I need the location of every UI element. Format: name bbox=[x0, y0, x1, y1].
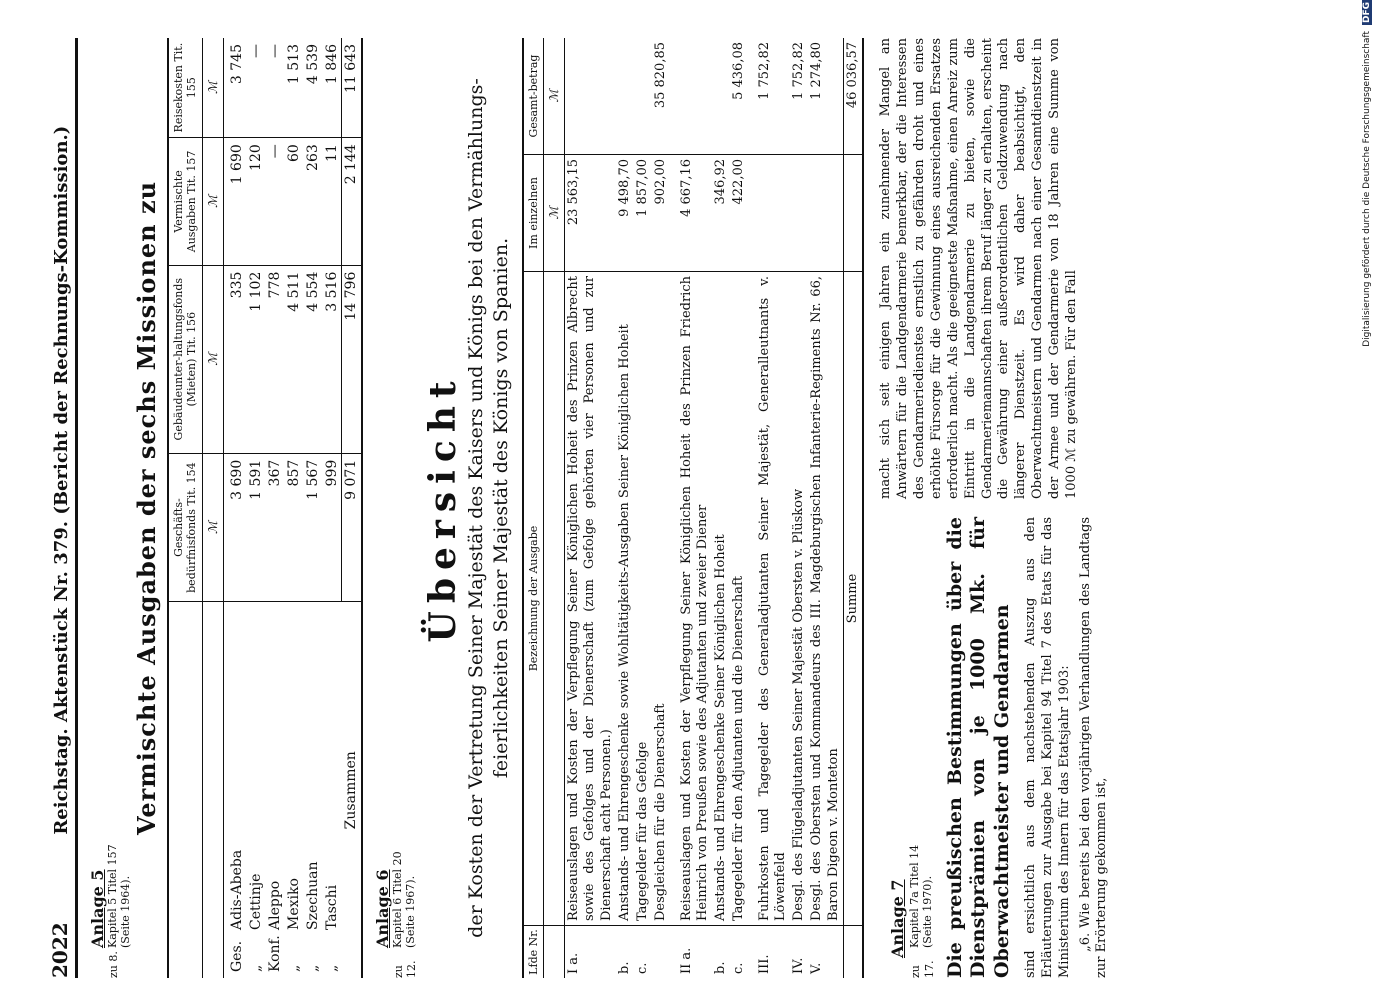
table-row bbox=[730, 38, 748, 978]
row-desc: Reiseauslagen und Kosten der Verpflegung Seiner Königlichen Hoheit des Prinzen Albrecht sowie des Gefolges und der Dienerschaft (zum Gefolge gehörten vier Personen und zur Dienerschaft acht Personen.) bbox=[565, 272, 616, 926]
anlage7-reference bbox=[909, 517, 938, 978]
anlage5-heading: Vermischte Ausgaben der sechs Missionen zu bbox=[132, 180, 162, 836]
anlage5-reference bbox=[107, 38, 132, 978]
anlage5-label: Anlage 5 bbox=[88, 869, 107, 948]
row-single: 23 563,15 bbox=[565, 155, 616, 272]
mission-type: „ bbox=[304, 964, 321, 972]
cell-value: 3 516 bbox=[323, 265, 342, 453]
col-header-tit157: Vermischte Ausgaben Tit. 157 bbox=[168, 138, 202, 265]
credit-text: Digitalisierung gefördert durch die Deutsche Forschungsgemeinschaft bbox=[1362, 31, 1372, 347]
mission-place: Mexiko bbox=[285, 878, 302, 930]
anlage7-left-column bbox=[878, 517, 1115, 978]
row-total: 35 820,85 bbox=[652, 38, 670, 155]
total-value: 2 144 bbox=[342, 138, 362, 265]
row-desc: Desgl. des Flügeladjutanten Seiner Majestät Obersten v. Plüskow bbox=[790, 272, 808, 926]
anlage7-section bbox=[878, 38, 1115, 978]
row-single: 902,00 bbox=[652, 155, 670, 272]
table-row bbox=[285, 38, 304, 978]
row-single: 422,00 bbox=[730, 155, 748, 272]
mission-type: „ bbox=[247, 964, 264, 972]
row-nr: IV. bbox=[791, 957, 807, 974]
table-row bbox=[808, 38, 843, 978]
totals-row bbox=[342, 38, 362, 978]
row-nr: V. bbox=[809, 962, 825, 974]
anlage7-para1: sind ersichtlich aus dem nachstehenden Auszug aus den Erläuterungen zur Ausgabe bei Kapitel 94 Titel 7 des Etats für das Ministerium des Innern für das Etatsjahr 1903: bbox=[1022, 517, 1072, 978]
cell-value: 4 539 bbox=[304, 38, 323, 138]
anlage6-title: Übersicht bbox=[422, 373, 465, 643]
table-row bbox=[266, 38, 285, 978]
table-row bbox=[749, 38, 791, 978]
row-nr: c. bbox=[731, 962, 747, 974]
page-content bbox=[48, 38, 1115, 978]
unit-mark: ℳ bbox=[543, 155, 564, 272]
total-value: 14 796 bbox=[342, 265, 362, 453]
page-title: Reichstag. Aktenstück Nr. 379. (Bericht der Rechnungs-Kommission.) bbox=[51, 125, 72, 835]
table-row bbox=[790, 38, 808, 978]
cell-value: 3 745 bbox=[224, 38, 247, 138]
mission-place: Taschi bbox=[323, 884, 340, 930]
table-row bbox=[224, 38, 247, 978]
anlage5-zu: zu 8. bbox=[107, 951, 120, 978]
total-label: Zusammen bbox=[342, 602, 362, 978]
cell-value: 11 bbox=[323, 138, 342, 265]
dfg-logo: DFG bbox=[1362, 2, 1372, 24]
unit-mark: ℳ bbox=[202, 38, 223, 138]
anlage7-para2: „6. Wie bereits bei den vorjährigen Verhandlungen des Landtags zur Erörterung gekommen ist, bbox=[1077, 517, 1110, 978]
cell-value: 120 bbox=[247, 138, 266, 265]
mission-place: Szechuan bbox=[304, 861, 321, 930]
row-single: 9 498,70 bbox=[616, 155, 634, 272]
anlage6-label: Anlage 6 bbox=[373, 869, 393, 948]
anlage6-ref: Kapitel 6 Titel 20 bbox=[391, 851, 405, 948]
anlage6-reference bbox=[392, 38, 418, 978]
anlage7-heading: Die preußischen Bestimmungen über die Dienstprämien von je 1000 Mk. für Oberwachtmeister und Gendarmen bbox=[943, 517, 1014, 978]
header-rule bbox=[75, 38, 78, 978]
row-total bbox=[616, 38, 634, 155]
row-single bbox=[749, 155, 791, 272]
cell-value: 1 591 bbox=[247, 453, 266, 602]
anlage7-right-column bbox=[878, 38, 1115, 499]
row-nr: III. bbox=[756, 954, 772, 974]
mission-type: „ bbox=[323, 964, 340, 972]
row-total: 1 274,80 bbox=[808, 38, 843, 155]
mission-type: Ges. bbox=[229, 940, 246, 972]
unit-mark: ℳ bbox=[202, 138, 223, 265]
row-total: 5 436,08 bbox=[730, 38, 748, 155]
row-desc: Anstands- und Ehrengeschenke sowie Wohltätigkeits-Ausgaben Seiner Königlichen Hoheit bbox=[616, 272, 634, 926]
sum-label: Summe bbox=[843, 272, 863, 926]
cell-value: 999 bbox=[323, 453, 342, 602]
total-value: 11 643 bbox=[342, 38, 362, 138]
mission-place: Adis-Abeba bbox=[229, 849, 246, 930]
table-row bbox=[304, 38, 323, 978]
cell-value: — bbox=[266, 138, 285, 265]
anlage5-ref-page: (Seite 1964). bbox=[118, 875, 132, 948]
row-desc: Fuhrkosten und Tagegelder des Generaladjutanten Seiner Majestät, Generalleutnants v. Löwenfeld bbox=[749, 272, 791, 926]
row-nr: b. bbox=[713, 961, 729, 974]
cell-value: 1 513 bbox=[285, 38, 304, 138]
unit-mark: ℳ bbox=[202, 453, 223, 602]
col-header-single: Im einzelnen bbox=[523, 155, 544, 272]
anlage7-label: Anlage 7 bbox=[888, 879, 908, 958]
anlage7-para3: macht sich seit einigen Jahren ein zunehmender Mangel an Anwärtern für die Landgendarmerie bemerkbar, der die Interessen des Gendarmeriedienstes ernstlich zu gefährden droht und eines erhöhte Fürsorge für die Gewinnung eines ausreichenden Ersatzes erforderlich macht. Als die geeignetste Maßnahme, einen Anreiz zum Eintritt in die Landgendarmerie zu bieten, sowie die Gendarmeriemannschaften ihrem Beruf länger zu erhalten, erscheint die Gewährung einer außerordentlichen Geldzuwendung nach längerer Dienstzeit. Es wird daher beabsichtigt, den Oberwachtmeistern und Gendarmen nach einer Gesamtdienstzeit in der Armee und der Gendarmerie von 18 Jahren eine Summe von 1000 ℳ zu gewähren. Für den Fall bbox=[878, 38, 1080, 499]
anlage6-subtitle: der Kosten der Vertretung Seiner Majestät des Kaisers und Königs bei den Vermählungs-feierlichkeiten Seiner Majestät des Königs von Spanien. bbox=[465, 78, 512, 938]
table-row bbox=[712, 38, 730, 978]
cell-value: 778 bbox=[266, 265, 285, 453]
col-header-nr: Lfde Nr. bbox=[523, 926, 544, 979]
cell-value: 335 bbox=[224, 265, 247, 453]
total-value: 9 071 bbox=[342, 453, 362, 602]
cell-value: 857 bbox=[285, 453, 304, 602]
cell-value: 3 690 bbox=[224, 453, 247, 602]
col-header-desc: Bezeichnung der Ausgabe bbox=[523, 272, 544, 926]
cell-value: 1 690 bbox=[224, 138, 247, 265]
table-row bbox=[247, 38, 266, 978]
anlage7-zu: zu 17. bbox=[909, 960, 937, 978]
mission-type: „ bbox=[285, 964, 302, 972]
row-total bbox=[565, 38, 616, 155]
row-single bbox=[808, 155, 843, 272]
row-desc: Desgleichen für die Dienerschaft bbox=[652, 272, 670, 926]
mission-type: Konf. bbox=[266, 935, 283, 972]
row-single bbox=[790, 155, 808, 272]
missions-blank-header bbox=[168, 602, 202, 978]
digitization-credit bbox=[1357, 0, 1377, 1000]
table-row bbox=[671, 38, 713, 978]
table-row bbox=[565, 38, 616, 978]
cell-value: 60 bbox=[285, 138, 304, 265]
row-single: 1 857,00 bbox=[634, 155, 652, 272]
row-nr: c. bbox=[635, 962, 651, 974]
anlage6-ref-page: (Seite 1967). bbox=[403, 875, 417, 948]
costs-table bbox=[522, 38, 865, 978]
table-row bbox=[616, 38, 634, 978]
unit-mark: ℳ bbox=[202, 265, 223, 453]
sum-value: 46 036,57 bbox=[843, 38, 863, 155]
row-total bbox=[671, 38, 713, 155]
cell-value: 367 bbox=[266, 453, 285, 602]
row-desc: Reiseauslagen und Kosten der Verpflegung Seiner Königlichen Hoheit des Prinzen Friedrich Heinrich von Preußen sowie des Adjutanten und zweier Diener bbox=[671, 272, 713, 926]
anlage5-ref: Kapitel 5 Titel 157 bbox=[106, 844, 119, 948]
row-desc: Tagegelder für das Gefolge bbox=[634, 272, 652, 926]
sum-row bbox=[843, 38, 863, 978]
cell-value: 1 102 bbox=[247, 265, 266, 453]
row-nr: b. bbox=[616, 961, 632, 974]
col-header-total: Gesamt-betrag bbox=[523, 38, 544, 155]
row-single: 4 667,16 bbox=[671, 155, 713, 272]
row-nr bbox=[652, 926, 670, 979]
row-total bbox=[712, 38, 730, 155]
col-header-tit156: Gebäudeunter-haltungsfonds (Mieten) Tit. 156 bbox=[168, 265, 202, 453]
running-header bbox=[48, 38, 72, 978]
row-desc: Anstands- und Ehrengeschenke Seiner Königlichen Hoheit bbox=[712, 272, 730, 926]
mission-place: Cettinje bbox=[247, 873, 264, 930]
row-nr: II a. bbox=[678, 947, 694, 974]
row-desc: Tagegelder für den Adjutanten und die Dienerschaft bbox=[730, 272, 748, 926]
row-total: 1 752,82 bbox=[790, 38, 808, 155]
col-header-tit155: Reisekosten Tit. 155 bbox=[168, 38, 202, 138]
cell-value: 4 511 bbox=[285, 265, 304, 453]
cell-value: — bbox=[247, 38, 266, 138]
row-total: 1 752,82 bbox=[749, 38, 791, 155]
anlage7-ref-page: (Seite 1970). bbox=[920, 875, 934, 948]
mission-place: Aleppo bbox=[266, 880, 283, 930]
cell-value: 4 554 bbox=[304, 265, 323, 453]
table-row bbox=[323, 38, 342, 978]
anlage6-zu: zu 12. bbox=[392, 960, 419, 978]
missions-table bbox=[167, 38, 363, 978]
row-total bbox=[634, 38, 652, 155]
cell-value: — bbox=[266, 38, 285, 138]
cell-value: 1 846 bbox=[323, 38, 342, 138]
row-nr: I a. bbox=[565, 926, 616, 979]
page-number: 2022 bbox=[48, 922, 72, 978]
row-single: 346,92 bbox=[712, 155, 730, 272]
cell-value: 263 bbox=[304, 138, 323, 265]
table-row bbox=[652, 38, 670, 978]
cell-value: 1 567 bbox=[304, 453, 323, 602]
anlage7-ref: Kapitel 7a Titel 14 bbox=[908, 844, 922, 948]
table-row bbox=[634, 38, 652, 978]
col-header-tit154: Geschäfts-bedürfnisfonds Tit. 154 bbox=[168, 453, 202, 602]
row-desc: Desgl. des Obersten und Kommandeurs des III. Magdeburgischen Infanterie-Regiments Nr. 66, Baron Digeon v. Monteton bbox=[808, 272, 843, 926]
unit-mark: ℳ bbox=[543, 38, 564, 155]
